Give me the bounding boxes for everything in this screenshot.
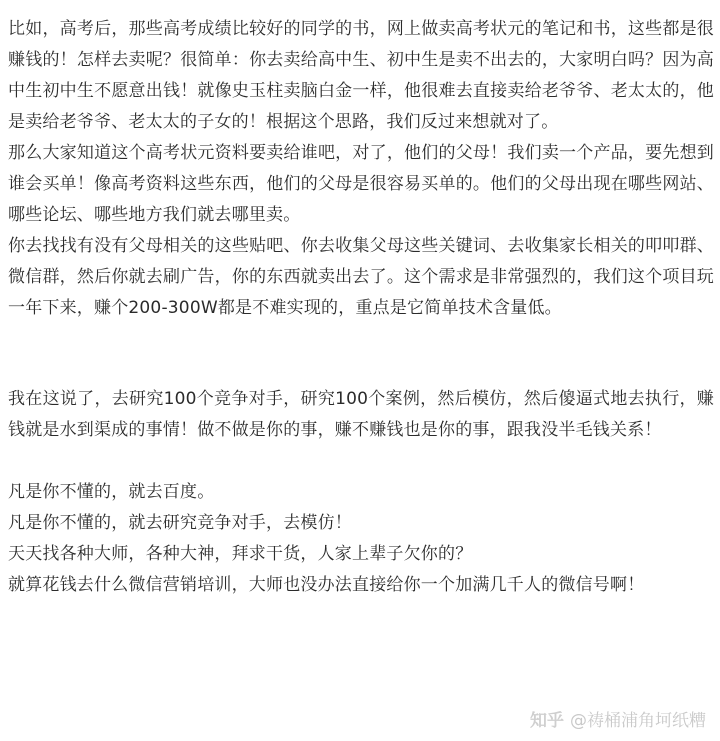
paragraph-parents-buy: 那么大家知道这个高考状元资料要卖给谁吧，对了，他们的父母！我们卖一个产品，要先想到谁会买单！像高考资料这些东西，他们的父母是很容易买单的。他们的父母出现在哪些网站、哪些论坛、哪些地方我们就去哪里卖。 (8, 143, 714, 225)
paragraph-gaokao-books: 比如，高考后，那些高考成绩比较好的同学的书，网上做卖高考状元的笔记和书，这些都是很赚钱的！怎样去卖呢？很简单：你去卖给高中生、初中生是卖不出去的，大家明白吗？因为高中生初中生不愿意出钱！就像史玉柱卖脑白金一样，他很难去直接卖给老爷爷、老太太的，他是卖给老爷爷、老太太的子女的！根据这个思路，我们反过来想就对了。 (8, 19, 714, 132)
zhihu-logo: 知乎 (530, 711, 564, 731)
zhihu-watermark (530, 706, 706, 731)
line-imitate: 凡是你不懂的，就去研究竞争对手，去模仿！ (8, 513, 352, 533)
paragraph-study-competitors: 我在这说了，去研究100个竞争对手，研究100个案例，然后模仿，然后傻逼式地去执行，赚钱就是水到渠成的事情！做不做是你的事，赚不赚钱也是你的事，跟我没半毛钱关系！ (8, 389, 714, 440)
article-body (8, 0, 714, 601)
watermark-author: @祷桶浦角坷纸糟 (570, 711, 706, 731)
paragraph-spacer (8, 324, 714, 384)
paragraph-spacer (8, 446, 714, 477)
line-wechat-training: 就算花钱去什么微信营销培训，大师也没办法直接给你一个加满几千人的微信号啊！ (8, 575, 645, 595)
line-masters: 天天找各种大师，各种大神，拜求干货，人家上辈子欠你的？ (8, 544, 473, 564)
paragraph-parent-groups: 你去找找有没有父母相关的这些贴吧、你去收集父母这些关键词、去收集家长相关的叩叩群、微信群，然后你就去刷广告，你的东西就卖出去了。这个需求是非常强烈的，我们这个项目玩一年下来，赚个200-300W都是不难实现的，重点是它简单技术含量低。 (8, 236, 714, 318)
line-baidu: 凡是你不懂的，就去百度。 (8, 482, 215, 502)
